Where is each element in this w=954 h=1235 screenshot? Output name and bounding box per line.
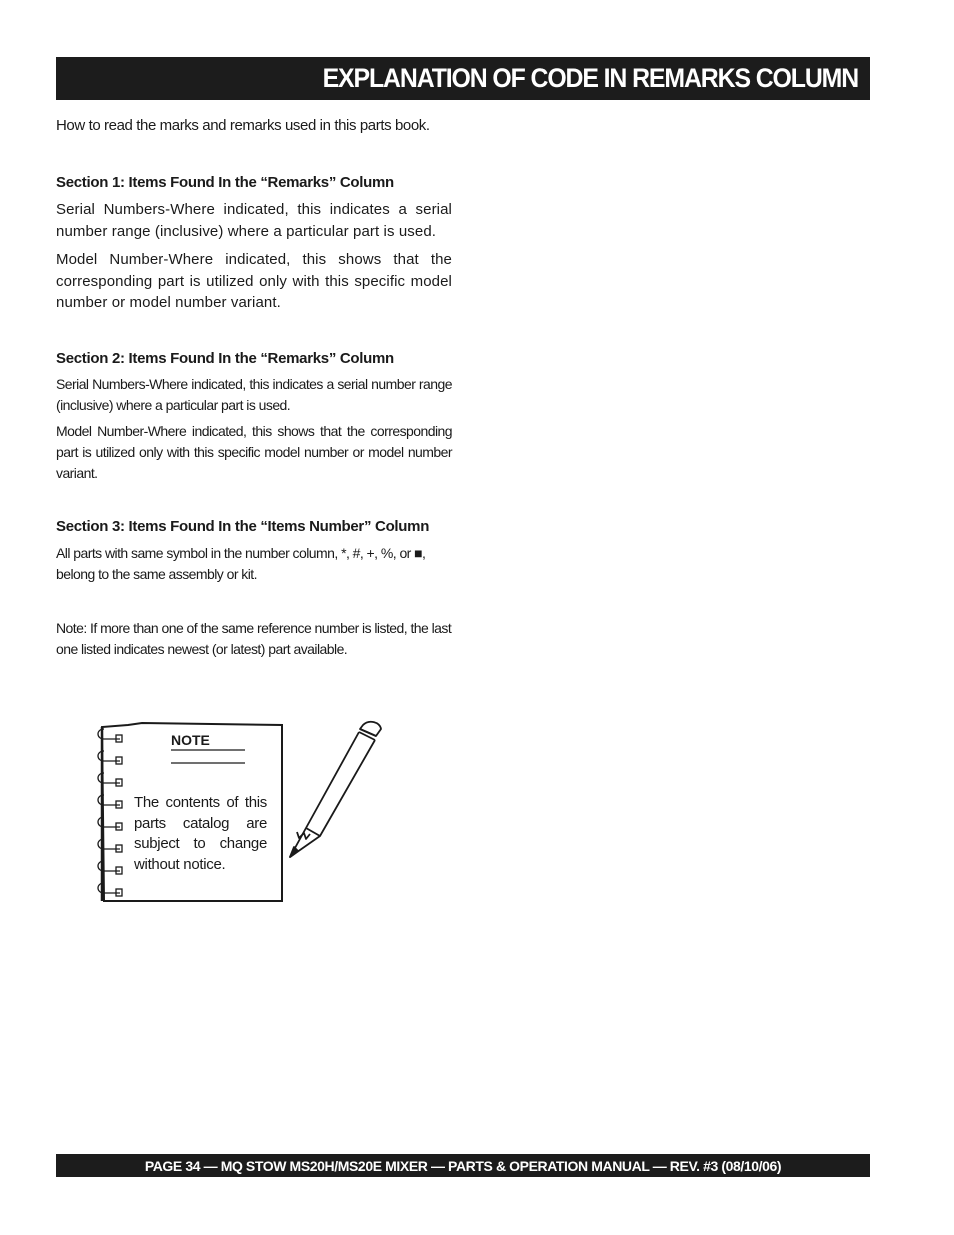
section-3-heading: Section 3: Items Found In the “Items Number” Column [56,518,430,535]
footer-text: PAGE 34 — MQ STOW MS20H/MS20E MIXER — PARTS & OPERATION MANUAL — REV. #3 (08/10/06) [144,1157,782,1174]
intro-text: How to read the marks and remarks used in this parts book. [56,117,430,134]
page-title-bar [56,57,870,100]
section-1-heading: Section 1: Items Found In the “Remarks” Column [56,173,394,191]
section-2-heading: Section 2: Items Found In the “Remarks” Column [56,349,394,367]
section-3-paragraph: All parts with same symbol in the number column, *, #, +, %, or ■, belong to the same assembly or kit. [56,544,426,582]
section-2-model-paragraph: Model Number-Where indicated, this shows that the corresponding part is utilized only with this specific model number or model number variant. [56,423,452,481]
content-column [56,113,452,660]
page-title: EXPLANATION OF CODE IN REMARKS COLUMN [322,63,858,93]
note-paragraph: Note: If more than one of the same reference number is listed, the last one listed indicates newest (or latest) part available. [56,619,452,657]
section-2-serial-paragraph: Serial Numbers-Where indicated, this indicates a serial number range (inclusive) where a particular part is used. [56,376,452,413]
pencil-icon [290,722,381,857]
notebook-note-text: The contents of this parts catalog are subject to change without notice. [134,794,267,873]
notebook-note-title: NOTE [171,732,210,748]
section-1-serial-paragraph: Serial Numbers-Where indicated, this indicates a serial number range (inclusive) where a particular part is used. [56,201,452,240]
section-1-model-paragraph: Model Number-Where indicated, this shows that the corresponding part is utilized only with this specific model number or model number variant. [56,251,452,311]
footer-bar [56,1154,870,1177]
